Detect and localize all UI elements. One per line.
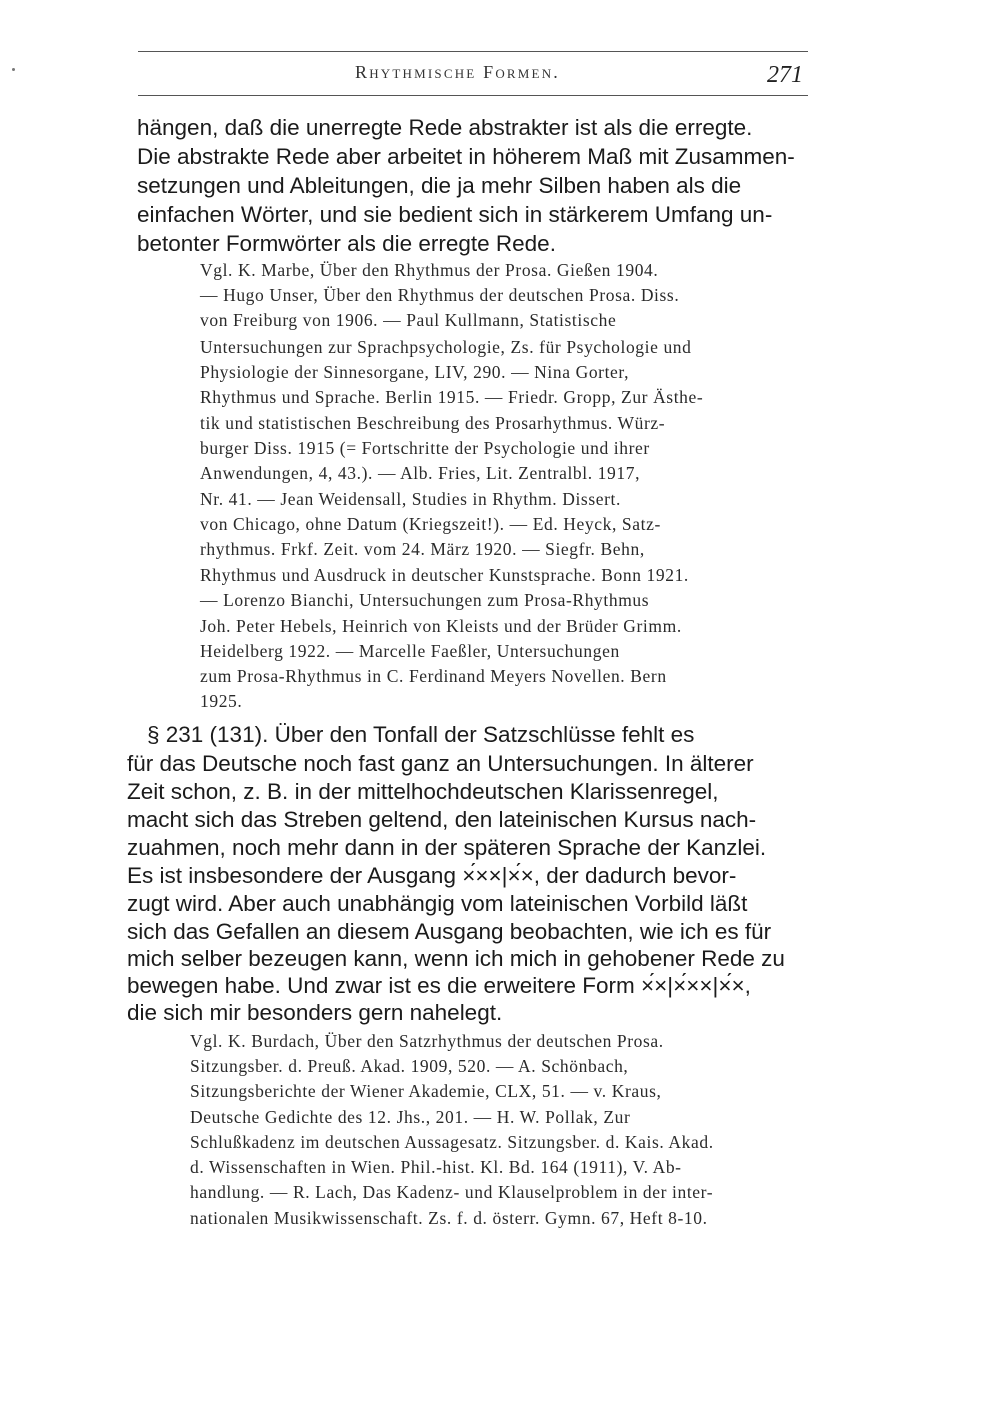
note-line: d. Wissenschaften in Wien. Phil.-hist. Kl. Bd. 164 (1911), V. Ab-	[190, 1157, 682, 1177]
note-line: burger Diss. 1915 (= Fortschritte der Psychologie und ihrer	[200, 438, 650, 458]
note-line: Physiologie der Sinnesorgane, LIV, 290. — Nina Gorter,	[200, 362, 630, 382]
note-line: von Freiburg von 1906. — Paul Kullmann, Statistische	[200, 310, 617, 330]
note-line: Anwendungen, 4, 43.). — Alb. Fries, Lit. Zentralbl. 1917,	[200, 463, 641, 483]
note-line: Deutsche Gedichte des 12. Jhs., 201. — H. W. Pollak, Zur	[190, 1107, 631, 1127]
note-line: Joh. Peter Hebels, Heinrich von Kleists und der Brüder Grimm.	[200, 616, 682, 636]
body-line: die sich mir besonders gern nahelegt.	[127, 1000, 503, 1025]
note-line: Sitzungsber. d. Preuß. Akad. 1909, 520. — A. Schönbach,	[190, 1056, 629, 1076]
body-line: Zeit schon, z. B. in der mittelhochdeutschen Klarissenregel,	[127, 779, 719, 804]
note-line: Rhythmus und Sprache. Berlin 1915. — Friedr. Gropp, Zur Ästhe-	[200, 387, 704, 407]
header-rule	[138, 95, 808, 96]
note-line: — Hugo Unser, Über den Rhythmus der deutschen Prosa. Diss.	[200, 285, 680, 305]
note-line: Sitzungsberichte der Wiener Akademie, CLX, 51. — v. Kraus,	[190, 1081, 662, 1101]
note-line: nationalen Musikwissenschaft. Zs. f. d. österr. Gymn. 67, Heft 8-10.	[190, 1208, 708, 1228]
note-line: Untersuchungen zur Sprachpsychologie, Zs. für Psychologie und	[200, 337, 692, 357]
note-line: Vgl. K. Burdach, Über den Satzrhythmus der deutschen Prosa.	[190, 1031, 664, 1051]
note-line: zum Prosa-Rhythmus in C. Ferdinand Meyers Novellen. Bern	[200, 666, 667, 686]
body-line: setzungen und Ableitungen, die ja mehr Silben haben als die	[137, 173, 742, 198]
scan-speck	[12, 68, 15, 71]
body-line: bewegen habe. Und zwar ist es die erweitere Form ×́×|×́××|×́×,	[127, 973, 751, 998]
note-line: tik und statistischen Beschreibung des Prosarhythmus. Würz-	[200, 413, 666, 433]
note-line: von Chicago, ohne Datum (Kriegszeit!). — Ed. Heyck, Satz-	[200, 514, 661, 534]
body-line: für das Deutsche noch fast ganz an Untersuchungen. In älterer	[127, 751, 754, 776]
body-line: § 231 (131). Über den Tonfall der Satzschlüsse fehlt es	[147, 722, 695, 747]
note-line: — Lorenzo Bianchi, Untersuchungen zum Prosa-Rhythmus	[200, 590, 650, 610]
body-line: Die abstrakte Rede aber arbeitet in höherem Maß mit Zusammen-	[137, 144, 795, 169]
body-line: macht sich das Streben geltend, den lateinischen Kursus nach-	[127, 807, 757, 832]
note-line: rhythmus. Frkf. Zeit. vom 24. März 1920. — Siegfr. Behn,	[200, 539, 645, 559]
body-line: sich das Gefallen an diesem Ausgang beobachten, wie ich es für	[127, 919, 772, 944]
body-line: mich selber bezeugen kann, wenn ich mich in gehobener Rede zu	[127, 946, 785, 971]
body-line: zuahmen, noch mehr dann in der späteren Sprache der Kanzlei.	[127, 835, 767, 860]
body-line: einfachen Wörter, und sie bedient sich in stärkerem Umfang un-	[137, 202, 773, 227]
body-line: betonter Formwörter als die erregte Rede.	[137, 231, 556, 256]
note-line: Heidelberg 1922. — Marcelle Faeßler, Untersuchungen	[200, 641, 620, 661]
running-head: Rhythmische Formen.	[355, 62, 560, 82]
body-line: zugt wird. Aber auch unabhängig vom lateinischen Vorbild läßt	[127, 891, 748, 916]
page-number: 271	[767, 62, 803, 88]
note-line: Vgl. K. Marbe, Über den Rhythmus der Prosa. Gießen 1904.	[200, 260, 659, 280]
note-line: 1925.	[200, 691, 243, 711]
body-line: hängen, daß die unerregte Rede abstrakter ist als die erregte.	[137, 115, 753, 140]
top-rule	[138, 51, 808, 52]
note-line: Rhythmus und Ausdruck in deutscher Kunstsprache. Bonn 1921.	[200, 565, 689, 585]
note-line: handlung. — R. Lach, Das Kadenz- und Klauselproblem in der inter-	[190, 1182, 714, 1202]
body-line: Es ist insbesondere der Ausgang ×́××|×́×, der dadurch bevor-	[127, 863, 737, 888]
note-line: Nr. 41. — Jean Weidensall, Studies in Rhythm. Dissert.	[200, 489, 621, 509]
note-line: Schlußkadenz im deutschen Aussagesatz. Sitzungsber. d. Kais. Akad.	[190, 1132, 714, 1152]
